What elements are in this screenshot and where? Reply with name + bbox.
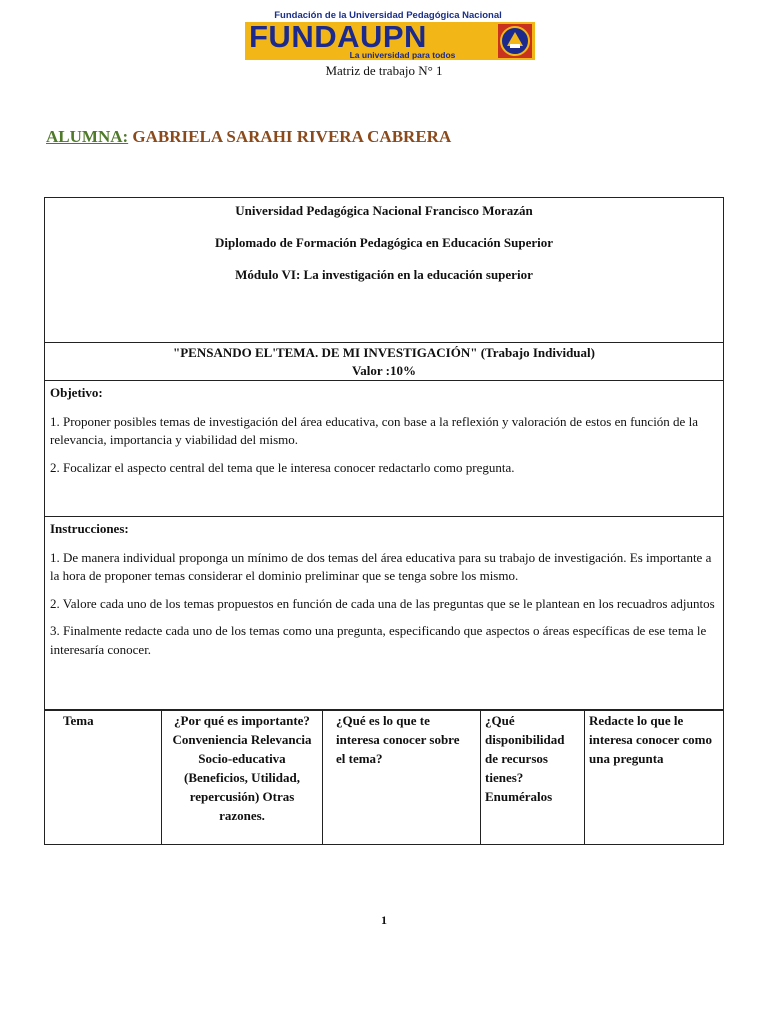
assignment-title: "PENSANDO EL'TEMA. DE MI INVESTIGACIÓN" (Trabajo Individual) bbox=[173, 345, 595, 360]
table-header-row bbox=[45, 710, 724, 845]
logo-wordmark: FUNDAUPN bbox=[249, 19, 427, 54]
logo-tagline: La universidad para todos bbox=[349, 50, 456, 60]
fundaupn-logo bbox=[245, 10, 535, 60]
assignment-box bbox=[44, 342, 724, 381]
instruction-item: 3. Finalmente redacte cada uno de los temas como una pregunta, especificando que aspectos o áreas específicas de ese tema le interesaría conocer. bbox=[50, 623, 707, 657]
instructions-box bbox=[44, 516, 724, 711]
assignment-value: Valor :10% bbox=[352, 363, 416, 378]
evaluation-table bbox=[44, 709, 724, 845]
instruction-item: 1. De manera individual proponga un mínimo de dos temas del área educativa para su trabajo de investigación. Es importante a la hora de proponer temas considerar el dominio preliminar que se tenga sobre los mismo. bbox=[50, 549, 712, 583]
objective-item: 1. Proponer posibles temas de investigación del área educativa, con base a la reflexión y valoración de estos en función de la relevancia, importancia y viabilidad del mismo. bbox=[50, 413, 698, 447]
objective-item: 2. Focalizar el aspecto central del tema que le interesa conocer redactarlo como pregunta. bbox=[50, 459, 515, 475]
student-line bbox=[46, 127, 451, 147]
instructions-heading: Instrucciones: bbox=[50, 521, 129, 536]
module-name: Módulo VI: La investigación en la educación superior bbox=[235, 267, 533, 282]
student-name: GABRIELA SARAHI RIVERA CABRERA bbox=[128, 127, 452, 146]
header-cell-tema: Tema bbox=[45, 710, 162, 845]
header-cell-question: Redacte lo que le interesa conocer como una pregunta bbox=[585, 710, 724, 845]
matrix-title: Matriz de trabajo N° 1 bbox=[325, 63, 443, 78]
university-name: Universidad Pedagógica Nacional Francisco Morazán bbox=[235, 203, 533, 218]
university-seal-icon bbox=[498, 24, 532, 58]
logo-top-text: Fundación de la Universidad Pedagógica Nacional bbox=[274, 10, 502, 21]
header-cell-interest: ¿Qué es lo que te interesa conocer sobre el tema? bbox=[323, 710, 481, 845]
student-label: ALUMNA: bbox=[46, 127, 129, 146]
header-cell-importance: ¿Por qué es importante? Conveniencia Relevancia Socio-educativa (Beneficios, Utilidad, repercusión) Otras razones. bbox=[162, 710, 323, 845]
header-cell-resources: ¿Qué disponibilidad de recursos tienes? Enuméralos bbox=[481, 710, 585, 845]
instruction-item: 2. Valore cada uno de los temas propuestos en función de cada una de las preguntas que se le plantean en los recuadros adjuntos bbox=[50, 595, 715, 611]
page-number: 1 bbox=[381, 913, 387, 927]
objective-box bbox=[44, 380, 724, 517]
logo-banner bbox=[245, 19, 535, 60]
institution-box bbox=[44, 197, 724, 343]
objective-heading: Objetivo: bbox=[50, 385, 103, 400]
diploma-name: Diplomado de Formación Pedagógica en Educación Superior bbox=[215, 235, 553, 250]
